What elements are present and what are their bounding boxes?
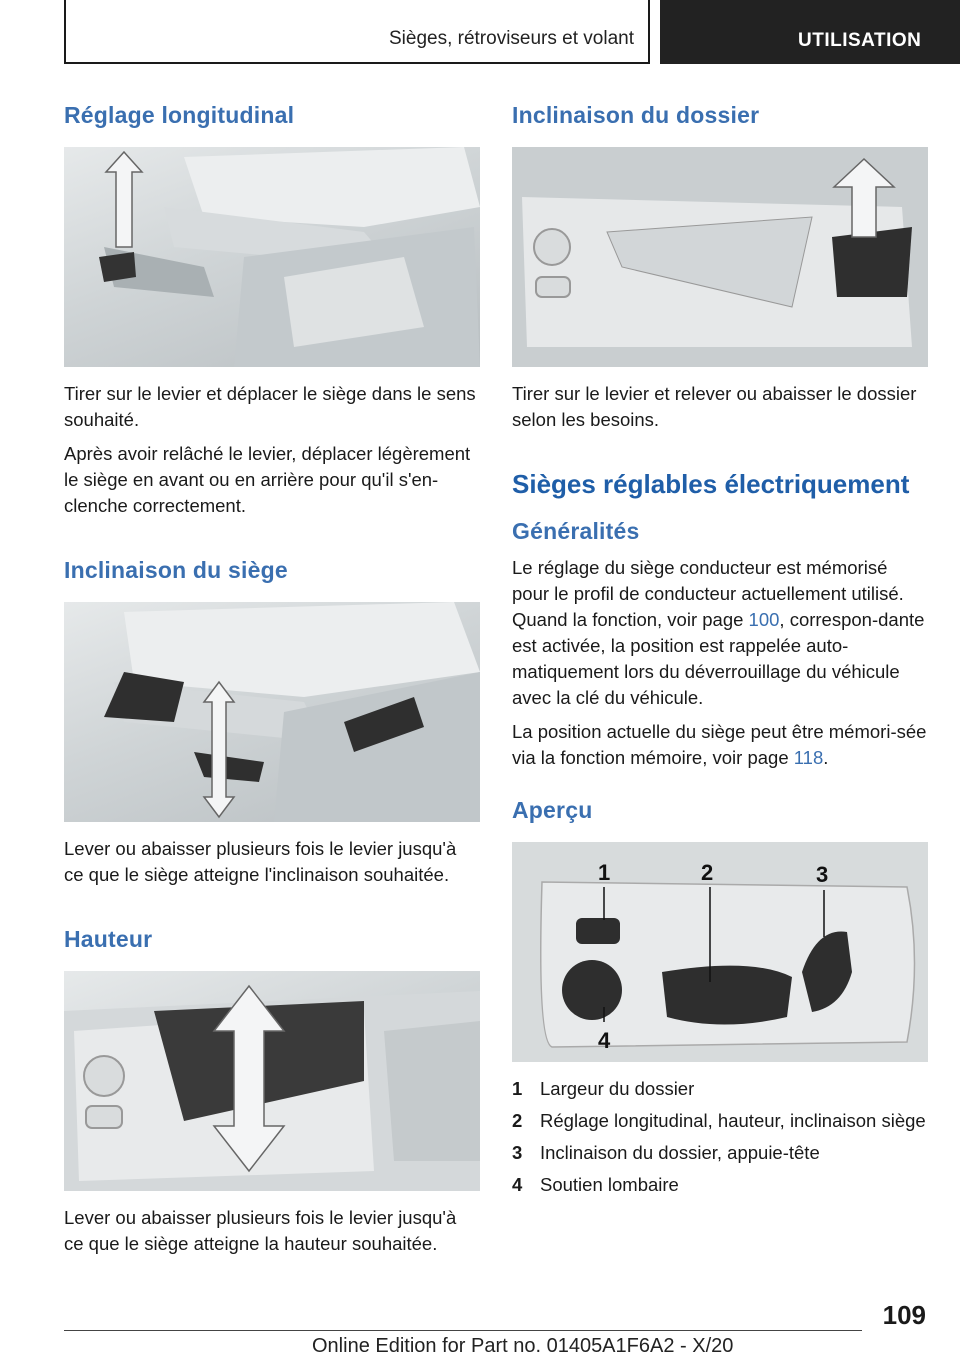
heading-sieges-electriques: Sièges réglables électriquement — [512, 469, 910, 499]
text-inclinaison-siege: Lever ou abaisser plusieurs fois le levier jusqu'à ce que le siège atteigne l'inclinaison souhaitée. — [64, 838, 457, 885]
heading-apercu: Aperçu — [512, 797, 593, 823]
link-page-118[interactable]: 118 — [793, 747, 824, 768]
callout-4: 4 — [598, 1028, 611, 1053]
legend-item — [512, 1076, 928, 1102]
callout-2: 2 — [701, 860, 714, 885]
legend-item — [512, 1140, 928, 1166]
header-section-title: Sièges, rétroviseurs et volant — [388, 28, 634, 49]
overview-legend — [512, 1076, 928, 1198]
legend-number: 4 — [512, 1174, 523, 1195]
callout-1: 1 — [598, 860, 611, 885]
overview-callout-lines — [512, 842, 928, 1062]
legend-text: Largeur du dossier — [540, 1078, 695, 1099]
legend-text: Inclinaison du dossier, appuie-tête — [540, 1142, 820, 1163]
legend-number: 2 — [512, 1110, 523, 1131]
heading-reglage-longitudinal: Réglage longitudinal — [64, 102, 295, 128]
footer-divider — [64, 1330, 862, 1331]
photo-backrest-lever — [512, 147, 928, 367]
legend-number: 3 — [512, 1142, 523, 1163]
left-column — [64, 102, 480, 1265]
link-page-100[interactable]: 100 — [748, 609, 780, 630]
legend-item — [512, 1108, 928, 1134]
photo-seat-tilt-lever — [64, 602, 480, 822]
page-number: 109 — [882, 1300, 926, 1330]
heading-hauteur: Hauteur — [64, 926, 153, 952]
right-column — [512, 102, 928, 1204]
legend-item — [512, 1172, 928, 1198]
heading-inclinaison-dossier: Inclinaison du dossier — [512, 102, 760, 128]
text-generalites-1: Le réglage du siège conducteur est mémorisé pour le profil de conducteur actuellement utilisé. Quand la fonction, voir page 100, correspon-dante est activée, la position est rappelée auto-matiquement lors du déverrouillage du véhicule avec la clé du véhicule. — [512, 557, 925, 708]
legend-number: 1 — [512, 1078, 523, 1099]
photo-seat-controls-overview — [512, 842, 928, 1062]
text-longitudinal-1: Tirer sur le levier et déplacer le siège dans le sens souhaité. — [64, 383, 476, 430]
callout-3: 3 — [816, 862, 829, 887]
header-chapter-title: UTILISATION — [798, 30, 922, 51]
photo-seat-height-lever — [64, 971, 480, 1191]
text-longitudinal-2: Après avoir relâché le levier, déplacer légèrement le siège en avant ou en arrière pour qu'il s'en-clenche correctement. — [64, 443, 471, 516]
legend-text: Soutien lombaire — [540, 1174, 679, 1195]
running-header-section — [64, 0, 650, 64]
heading-inclinaison-siege: Inclinaison du siège — [64, 557, 288, 583]
footer-edition: Online Edition for Part no. 01405A1F6A2 - X/20 — [312, 1335, 734, 1357]
heading-generalites: Généralités — [512, 518, 640, 544]
text-hauteur: Lever ou abaisser plusieurs fois le levier jusqu'à ce que le siège atteigne la hauteur souhaitée. — [64, 1207, 457, 1254]
text-inclinaison-dossier: Tirer sur le levier et relever ou abaisser le dossier selon les besoins. — [512, 383, 917, 430]
text-generalites-2: La position actuelle du siège peut être mémori-sée via la fonction mémoire, voir page 118. — [512, 721, 927, 768]
legend-text: Réglage longitudinal, hauteur, inclinaison siège — [540, 1110, 926, 1131]
running-header-chapter — [660, 0, 960, 64]
photo-seat-longitudinal-lever — [64, 147, 480, 367]
